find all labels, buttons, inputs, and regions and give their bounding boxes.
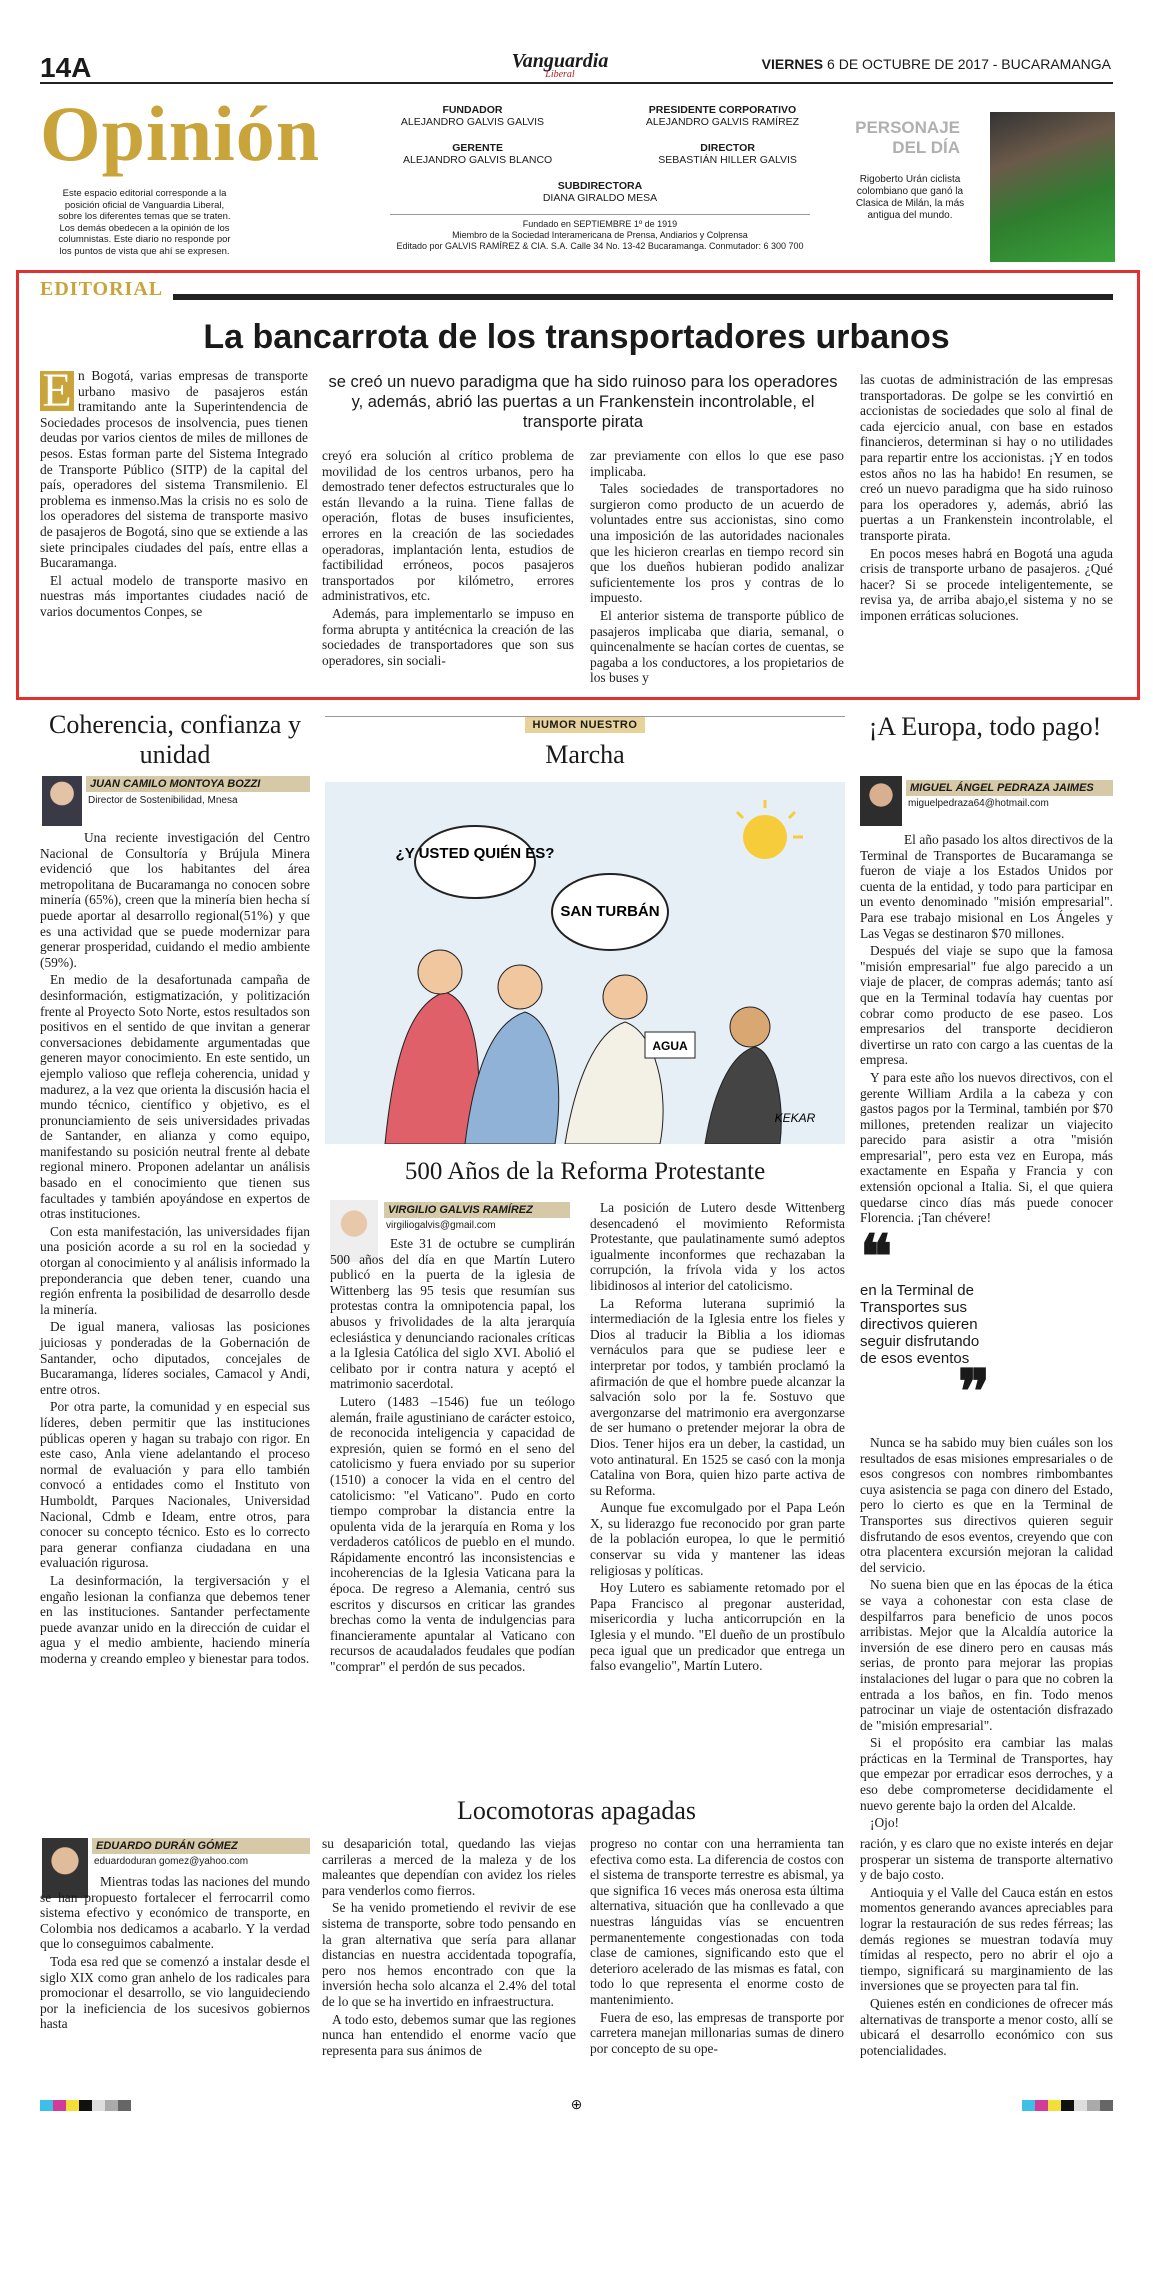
humor-title: Marcha — [545, 740, 625, 769]
editorial-para: n Bogotá, varias empresas de transporte urbano masivo de pasajeros están tramitando ante la Superintendencia de Sociedades procesos de insolvencia, pues tienen deudas por varios cientos de miles de millones de pesos. Estas forman parte del Sistema Integrado de Transporte Público (SITP) de la capital del país, operadores del sistema Transmilenio. El problema es inmenso.Mas la crisis no es solo de los operadores del sistema de transporte masivo de pasajeros de Bogotá, sino que se extiende a las siete principales ciudades del país, entre ellas a Bucaramanga. — [40, 368, 308, 571]
cartoon-signature: KEKAR — [774, 1111, 816, 1125]
right-para: Nunca se ha sabido muy bien cuáles son los resultados de esas misiones empresariales o de esos congresos con nombres rimbombantes cuya asistencia se paga con dinero del Estado, pero lo cierto es que en la Terminal de Transportes sus directivos quieren seguir disfrutando de esos eventos, creyendo que con otra placentera excursión mejoran la calidad del servicio. — [860, 1435, 1113, 1575]
center-para: La posición de Lutero desde Wittenberg desencadenó el movimiento Reformista Protestante, que paulatinamente sumó adeptos igualmente inconformes que rechazaban la corrupción, la frívola vida y los actos libidinosos al interior del catolicismo. — [590, 1200, 845, 1293]
editorial-label: EDITORIAL — [40, 278, 173, 300]
staff-name: ALEJANDRO GALVIS GALVIS — [400, 116, 545, 128]
right-quote-text: en la Terminal de Transportes sus directivos quieren seguir disfrutando de esos eventos — [860, 1282, 980, 1367]
left-article-body — [40, 830, 310, 1668]
editorial-para: las cuotas de administración de las empresas transportadoras. De golpe se les convirtió en accionistas de sociedades que solo al final de cada ejercicio anual, con base en estados financieros, determinan si hay o no utilidades para repartir entre los accionistas. ¡Y en todos estos años no las ha habido! En resumen, se creó un nuevo paradigma que ha sido ruinoso para los operadores y, además, abrió las puertas a un Frankenstein incontrolable, el transporte pirata. — [860, 372, 1113, 543]
staff-name: SEBASTIÁN HILLER GALVIS — [658, 154, 797, 166]
right-author-email: miguelpedraza64@hotmail.com — [908, 798, 1049, 809]
center-para: Aunque fue excomulgado por el Papa León X, su liderazgo fue reconocido por gran parte de la población europea, lo que le permitió conservar su vida y mantener las ideas religiosas y políticas. — [590, 1500, 845, 1578]
masthead-logo — [500, 50, 620, 80]
center-article-title: 500 Años de la Reforma Protestante — [404, 1158, 766, 1185]
founded-line: Miembro de la Sociedad Interamericana de Prensa, Andiarios y Colprensa — [452, 230, 748, 240]
bottom-para: Toda esa red que se comenzó a instalar desde el siglo XIX como gran anhelo de los radicales para promocionar el desarrollo, se vio languideciendo por la ineficiencia de los sucesivos gobiernos hasta — [40, 1953, 310, 2032]
bottom-para: A todo esto, debemos sumar que las regiones nunca han entendido el enorme vacío que representa para sus ánimos de — [322, 2011, 576, 2058]
page-number: 14A — [40, 52, 92, 83]
bottom-article-title: Locomotoras apagadas — [457, 1796, 696, 1825]
bottom-para: ración, y es claro que no existe interés en dejar prosperar un sistema de transporte alternativo y de bajo costo. — [860, 1836, 1113, 1883]
left-author-photo — [42, 776, 82, 826]
right-article-body-bottom — [860, 1435, 1113, 1833]
editorial-para: Tales sociedades de transportadores no surgieron como producto de un acuerdo de voluntades entre sus accionistas, sino como una imposición de las autoridades nacionales que les hicieron crearlas en tiempo record sin que los dueños hubieran podido analizar suficientemente los pros y contras de lo impuesto. — [590, 481, 844, 606]
quote-close-icon: ❞ — [957, 1359, 990, 1425]
cartoon-bubble-2: SAN TURBÁN — [560, 903, 660, 920]
bottom-para: Quienes estén en condiciones de ofrecer más alternativas de transporte a menor costo, allí se ubicará el desarrollo económico con sus potencialidades. — [860, 1995, 1113, 2058]
editorial-col-4 — [860, 372, 1113, 626]
center-col-b — [590, 1200, 845, 1676]
center-para: Este 31 de octubre se cumplirán 500 años del día en que Martín Lutero publicó en la puerta de la iglesia de Wittenberg las 95 tesis que resumían sus protestas contra la omnipotencia papal, los abusos y frivolidades de la alta jerarquía eclesiástica y denunciando racionales críticas a la Iglesia Católica del siglo XVI. Abolió el celibato por ir contra natura y aceptó el matrimonio sacerdotal. — [330, 1236, 575, 1392]
bottom-col-b — [322, 1836, 576, 2060]
bottom-author-name: EDUARDO DURÁN GÓMEZ — [92, 1838, 310, 1854]
staff-role: DIRECTOR — [700, 142, 755, 154]
cartoon-bubble-1: ¿Y USTED QUIÉN ES? — [395, 845, 555, 862]
personaje-del-dia — [850, 118, 1113, 266]
bottom-para: Se ha venido prometiendo el revivir de ese sistema de transporte, sobre todo pensando en la gran alternativa que sería para allanar distancias en nuestra accidentada topografía, pero nos hemos encontrado con que la inversión hecha solo alcanza el 2.4% del total de lo que se ha invertido en infraestructura. — [322, 1900, 576, 2009]
personaje-photo — [990, 112, 1115, 262]
editorial-para: Además, para implementarlo se impuso en forma abrupta y antitécnica la creación de las sociedades de transportadores que son sus operadores, sin sociali- — [322, 605, 574, 668]
staff-name: ALEJANDRO GALVIS RAMÍREZ — [645, 116, 800, 128]
right-para: No suena bien que en las épocas de la ética se vaya a cohonestar con esta clase de despilfarros para beneficio de unos pocos arribistas. Mejor que la Alcaldía autorice la inversión de ese dinero pero en causas más serias, de pronto para mejorar las propias instalaciones del lugar o para que no cobren la entrada a los baños, en fin. Todo menos patrocinar un viaje de ostentación disfrazado de "misión empresarial". — [860, 1577, 1113, 1733]
bottom-para: su desaparición total, quedando las viejas carrileras a merced de la maleza y de los maleantes que dependían con avidez los rieles para venderlos como fierros. — [322, 1836, 576, 1898]
bottom-col-d — [860, 1836, 1113, 2060]
editorial-para: El anterior sistema de transporte público de pasajeros implicaba que diaria, semanal, o quincenalmente se hacían cortes de cuentas, se pagaba a los conductores, a los propietarios de los buses y — [590, 607, 844, 686]
right-author-photo — [860, 776, 902, 826]
editorial-label-bar — [40, 278, 1113, 300]
personaje-title: PERSONAJE — [855, 118, 960, 137]
bottom-para: Mientras todas las naciones del mundo se han propuesto fortalecer el ferrocarril como sistema efectivo y económico de transporte, en Colombia nos dedicamos a acabarlo. Y la verdad que lo conseguimos cabalmente. — [40, 1874, 310, 1952]
right-para: El año pasado los altos directivos de la Terminal de Transportes de Bucaramanga se fueron de viaje a los Estados Unidos por cuenta de la entidad, y todo para participar en un evento denominado "misión empresarial". Para ese trabajo misional en Los Ángeles y Las Vegas se destinaron $70 millones. — [860, 832, 1113, 941]
right-para: ¡Ojo! — [870, 1815, 900, 1831]
center-author-name: VIRGILIO GALVIS RAMÍREZ — [384, 1202, 570, 1218]
right-para: Y para este año los nuevos directivos, con el gerente William Ardila a la cabeza y con gastos pagos por la Terminal, también por $70 millones, pretenden realizar un viajecito parecido para asistir a otra "misión empresarial", pero esta vez en Europa, más exactamente en España y Francia y con extensión opcional a Italia. Si, el que quiera quedarse cinco días más puede conocer Florencia. ¡Tan chévere! — [860, 1069, 1113, 1226]
drop-cap: E — [40, 371, 74, 411]
left-article-title: Coherencia, confianza y unidad — [49, 710, 301, 769]
paper-name: Vanguardia — [511, 50, 609, 72]
left-para: Con esta manifestación, las universidades fijan una posición acorde a su rol en la sociedad y otorgan al conocimiento y al análisis informado la preponderancia que deben tener, cuando una región enfrenta la posibilidad de desarrollo desde la minería. — [40, 1223, 310, 1317]
founded-line: Editado por GALVIS RAMÍREZ & CIA. S.A. Calle 34 No. 13-42 Bucaramanga. Conmutador: 6 300 700 — [396, 241, 804, 251]
date-rest: 6 DE OCTUBRE DE 2017 - BUCARAMANGA — [827, 56, 1111, 72]
registration-mark-icon: ⊕ — [570, 2098, 583, 2113]
center-col-a — [330, 1236, 575, 1677]
editorial-para: En pocos meses habrá en Bogotá una aguda crisis de transporte urbano de pasajeros. ¿Qué hacer? Si se procede inteligentemente, se revisa ya, de arriba abajo,el sistema y no se imponen erráticas soluciones. — [860, 545, 1113, 623]
center-para: Lutero (1483 –1546) fue un teólogo alemán, fraile agustiniano de carácter estoico, de reconocida inteligencia y capacidad de expresión, quien se formó en el seno del catolicismo y fuera enviado por su superior (1510) a conocer la vida en el centro del catolicismo: "el Vaticano". Pudo en corto tiempo comprobar la distancia entre la opulenta vida de la jerarquía en Roma y los verdaderos católicos de pueblo en el mundo. Rápidamente encontró las inconsistencias e incoherencias de la Iglesia Vaticana para la época. De regreso a Alemania, centró sus escritos y discursos en criticar las grandes brechas como la venta de indulgencias para financieramente apuntalar al Vaticano con recursos de acaudalados feudales que podían "comprar" el perdón de sus pecados. — [330, 1393, 576, 1675]
color-registration-bar — [40, 2100, 1113, 2111]
left-author-name: JUAN CAMILO MONTOYA BOZZI — [86, 776, 310, 792]
editorial-para: zar previamente con ellos lo que ese paso implicaba. — [590, 448, 844, 479]
section-title: Opinión — [40, 90, 321, 177]
bottom-para: progreso no contar con una herramienta tan efectiva como esta. La diferencia de costos con el sistema de transporte terrestre es abismal, ya que significa 16 veces más onerosa esta última alternativa, situación que ha conllevado a que nuestras lánguidas vías se encuentren permanentemente congestionadas con toda clase de camiones, significando esto que el deterioro acelerado de las mismas es fatal, con todo lo que representa el enorme costo de mantenimiento. — [590, 1836, 844, 2007]
personaje-text: Rigoberto Urán ciclista colombiano que ganó la Clasica de Milán, la más antigua del mundo. — [855, 174, 965, 221]
right-author-name: MIGUEL ÁNGEL PEDRAZA JAIMES — [906, 780, 1113, 796]
right-para: Si el propósito era cambiar las malas prácticas en la Terminal de Transportes, hay que empezar por erradicar esos derroches, y a eso debe comprometerse decididamente el nuevo gerente bajo la orden del Alcalde. — [860, 1735, 1113, 1813]
left-para: La desinformación, la tergiversación y el engaño lesionan la confianza que debemos tener en las instituciones. Santander perfectamente puede avanzar unido en la dirección de cuidar el agua y el medio ambiente, haciendo minería moderna y creando empleo y bienestar para todos. — [40, 1572, 310, 1666]
editorial-para: creyó era solución al crítico problema de movilidad de los centros urbanos, pero ha demostrado tener defectos estructurales que lo están llevando a la ruina. Tiene fallas de operación, flotas de buses insuficientes, errores en la creación de las sociedades operadoras, implantación lenta, estudios de factibilidad erróneos, pocos pasajeros transportados por kilómetro, errores administrativos, etc. — [322, 448, 574, 604]
date-line — [762, 56, 1111, 72]
cartoon-sign: AGUA — [652, 1039, 688, 1053]
staff-role: SUBDIRECTORA — [557, 180, 643, 192]
right-article-body-top — [860, 832, 1113, 1228]
staff-role: PRESIDENTE CORPORATIVO — [648, 104, 797, 116]
cartoon-drawing — [325, 782, 845, 1144]
quote-open-icon: ❝ — [860, 1224, 893, 1290]
bottom-para: Antioquia y el Valle del Cauca están en estos momentos generando avances apreciables para lograr la restauración de sus redes férreas; las demás regiones se muestran todavía muy tímidas al respecto, pero no abrir el ojo a tiempo, significará su marginamiento de las inversiones que se proyecten para tal fin. — [860, 1884, 1113, 1994]
humor-label-wrap — [325, 716, 845, 735]
personaje-title-2: DEL DÍA — [892, 138, 960, 157]
staff-name: ALEJANDRO GALVIS BLANCO — [403, 154, 553, 166]
editorial-col-1 — [40, 364, 308, 622]
center-para: La Reforma luterana suprimió la intermediación de la Iglesia entre los fieles y Dios al traducir la Biblia a los idiomas vernáculos para que se pudiese leer e interpretar por todos, y también proclamó la afirmación de que el hombre puede alcanzar la salvación solo por la fe. Sostuvo que avergonzarse del matrimonio era avergonzarse de ser humano o pretender mejorar la obra de Dios. Tener hijos era un deber, la castidad, un voto antinatural. En 1525 se casó con la monja Catalina von Bora, quien hizo parte activa de su Reforma. — [590, 1295, 845, 1498]
bottom-para: Fuera de eso, las empresas de transporte por carretera manejan millonarias sumas de dinero por concepto de su ope- — [590, 2009, 844, 2056]
staff-grid — [350, 104, 850, 252]
header-rule — [40, 82, 1113, 84]
humor-label: HUMOR NUESTRO — [525, 717, 646, 733]
staff-name: DIANA GIRALDO MESA — [542, 192, 658, 204]
bottom-col-c — [590, 1836, 844, 2058]
left-para: En medio de la desafortunada campaña de desinformación, estigmatización, y politización frente al Proyecto Soto Norte, estos resultados son positivos en el sentido de que invitan a generar conversaciones debidamente argumentadas que generen mayor conocimiento. En este sentido, un ejemplo valioso que refleja coherencia, unidad y madurez, a la vez que orienta la discusión hacia el mundo técnico, científico y objetivo, es el pronunciamiento de seis universidades privadas de Santander, en alianza y como equipo, manifestando su posición neutral frente al debate regional minero. Proponen adelantar un análisis basado en el conocimiento que tienen sus facultades y también apoyándose en expertos de otras instituciones. — [40, 972, 310, 1222]
center-para: Hoy Lutero es sabiamente retomado por el Papa Francisco al pregonar austeridad, misericordia y lucha anticorrupción en la Iglesia y el mundo. "El dueño de un prostíbulo peca igual que un predicador que entrega un falso evangelio", Martín Lutero. — [590, 1580, 845, 1674]
paper-sub: Liberal — [545, 69, 575, 80]
center-author-email: virgiliogalvis@gmail.com — [386, 1220, 496, 1231]
left-para: Por otra parte, la comunidad y en especial sus líderes, deben permitir que las instituciones públicas operen y hagan su trabajo con rigor. En este caso, Anla viene adelantando el proceso normal de evaluación y para ello también convocó a entidades como el Instituto von Humboldt, Parques Nacionales, Universidad Nacional, Cdmb e Ideam, entre otros, para conocer su concepto técnico. Esto es lo correcto para generar confianza ciudadana en una evaluación rigurosa. — [40, 1399, 310, 1571]
editorial-para: El actual modelo de transporte masivo en nuestras más importantes ciudades nació de varios documentos Conpes, se — [40, 572, 308, 619]
left-para: Una reciente investigación del Centro Nacional de Consultoría y Brújula Minera evidenció que los habitantes del área metropolitana de Bucaramanga no conocen sobre minería (65%), creen que la minería bien hecha sí puede aportar al desarrollo regional(51%) y que es una actividad que se puede modernizar para generar prosperidad, cuidando el medio ambiente (59%). — [40, 830, 310, 970]
bottom-author-email: eduardoduran gomez@yahoo.com — [94, 1856, 249, 1867]
right-article-title: ¡A Europa, todo pago! — [868, 712, 1102, 741]
editorial-title: La bancarrota de los transportadores urbanos — [203, 318, 950, 356]
right-para: Después del viaje se supo que la famosa "misión empresarial" fue algo parecido a un viaje de placer, de compras además; tanto así que en la Terminal todavía hay cuentas por cobrar como producto de ese paseo. Los empresarios del transporte decidieron divertirse un rato con cargo a las cuentas de la empresa. — [860, 943, 1113, 1068]
left-para: De igual manera, valiosas las posiciones juiciosas y ponderadas de la Gobernación de Santander, ocho diputados, concejales de Bucaramanga, líderes sociales, Camacol y Andi, entre otros. — [40, 1319, 310, 1397]
bottom-col-a — [40, 1874, 310, 2034]
right-pullquote — [860, 1224, 990, 1432]
staff-role: FUNDADOR — [442, 104, 503, 116]
date-day: VIERNES — [761, 56, 824, 72]
staff-role: GERENTE — [452, 142, 503, 154]
editorial-pullquote: se creó un nuevo paradigma que ha sido ruinoso para los operadores y, además, abrió las puertas a un Frankenstein incontrolable, el transporte pirata — [328, 373, 838, 431]
editorial-note: Este espacio editorial corresponde a la posición oficial de Vanguardia Liberal, sobre los diferentes temas que se traten. Los demás obedecen a la opinión de los columnistas. Este diario no responde por los puntos de vista que ahí se expresen. — [58, 188, 231, 257]
left-author-role: Director de Sostenibilidad, Mnesa — [88, 795, 238, 806]
editorial-col-2 — [322, 448, 574, 670]
editorial-col-3 — [590, 448, 844, 688]
founded-line: Fundado en SEPTIEMBRE 1º de 1919 — [522, 219, 678, 229]
cartoon — [325, 782, 845, 1144]
